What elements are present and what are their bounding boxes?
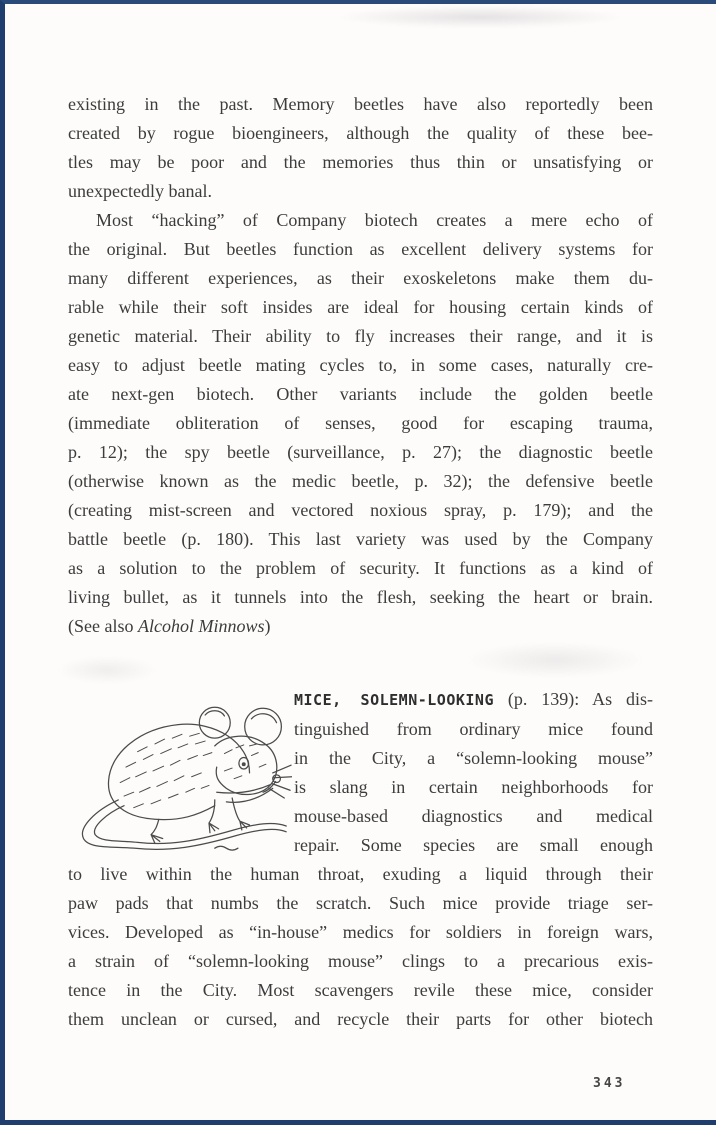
text-line: a strain of “solemn-looking mouse” clings to a precarious exis- xyxy=(68,951,653,971)
text-line: unexpectedly banal. xyxy=(68,181,212,201)
text-line: as a solution to the problem of security. It functions as a kind of xyxy=(68,558,653,578)
text-line: repair. Some species are small enough xyxy=(294,835,653,855)
entry-mice xyxy=(68,685,653,1034)
text-line: mouse-based diagnostics and medical xyxy=(294,806,653,826)
text-line: ate next-gen biotech. Other variants include the golden beetle xyxy=(68,384,653,404)
text-line: Most “hacking” of Company biotech creates a mere echo of xyxy=(96,210,653,230)
page-number: 343 xyxy=(593,1076,626,1091)
text-line: the original. But beetles function as excellent delivery systems for xyxy=(68,239,653,259)
text-line: tles may be poor and the memories thus thin or unsatisfying or xyxy=(68,152,653,172)
text-line: rable while their soft insides are ideal for housing certain kinds of xyxy=(68,297,653,317)
text-line: many different experiences, as their exoskeletons make them du- xyxy=(68,268,653,288)
text-line: living bullet, as it tunnels into the flesh, seeking the heart or brain. xyxy=(68,587,653,607)
text-line: genetic material. Their ability to fly increases their range, and it is xyxy=(68,326,653,346)
text-line: existing in the past. Memory beetles have also reportedly been xyxy=(68,94,653,114)
text-line: (otherwise known as the medic beetle, p. 32); the defensive beetle xyxy=(68,471,653,491)
text-line: them unclean or cursed, and recycle their parts for other biotech xyxy=(68,1009,653,1029)
text-line: tinguished from ordinary mice found xyxy=(294,719,653,739)
see-also-suffix: ) xyxy=(264,616,271,636)
paragraph-beetles-intro xyxy=(68,90,653,206)
see-also-prefix: (See also xyxy=(68,616,138,636)
text-line: to live within the human throat, exuding a liquid through their xyxy=(68,864,653,884)
ink-bleed-smudge xyxy=(335,6,625,28)
see-also-reference: Alcohol Minnows xyxy=(137,616,265,636)
page-text-block xyxy=(68,90,653,1034)
text-line: paw pads that numbs the scratch. Such mice provide triage ser- xyxy=(68,893,653,913)
text-line: (creating mist-screen and vectored noxious spray, p. 179); and the xyxy=(68,500,653,520)
mice-narrow-column xyxy=(294,685,653,860)
text-line: is slang in certain neighborhoods for xyxy=(294,777,653,797)
text-line: p. 12); the spy beetle (surveillance, p. 27); the diagnostic beetle xyxy=(68,442,653,462)
mouse-ear-left xyxy=(199,707,230,738)
text-line: vices. Developed as “in-house” medics for soldiers in foreign wars, xyxy=(68,922,653,942)
paragraph-beetles-body xyxy=(68,206,653,612)
text-line: tence in the City. Most scavengers revile these mice, consider xyxy=(68,980,653,1000)
entry-heading: MICE, SOLEMN-LOOKING xyxy=(294,691,494,709)
mice-narrow-lines xyxy=(294,715,653,860)
text-line: easy to adjust beetle mating cycles to, in some cases, naturally cre- xyxy=(68,355,653,375)
text-line: created by rogue bioengineers, although the quality of these bee- xyxy=(68,123,653,143)
text-line: (immediate obliteration of senses, good for escaping trauma, xyxy=(68,413,653,433)
text-line: in the City, a “solemn-looking mouse” xyxy=(294,748,653,768)
mouse-illustration xyxy=(68,685,294,859)
text-line: battle beetle (p. 180). This last variety was used by the Company xyxy=(68,529,653,549)
entry-heading-rest: (p. 139): As dis- xyxy=(494,689,653,709)
see-also-line xyxy=(68,612,653,641)
mice-wide-lines xyxy=(68,860,653,1034)
entry-heading-line xyxy=(294,685,653,715)
